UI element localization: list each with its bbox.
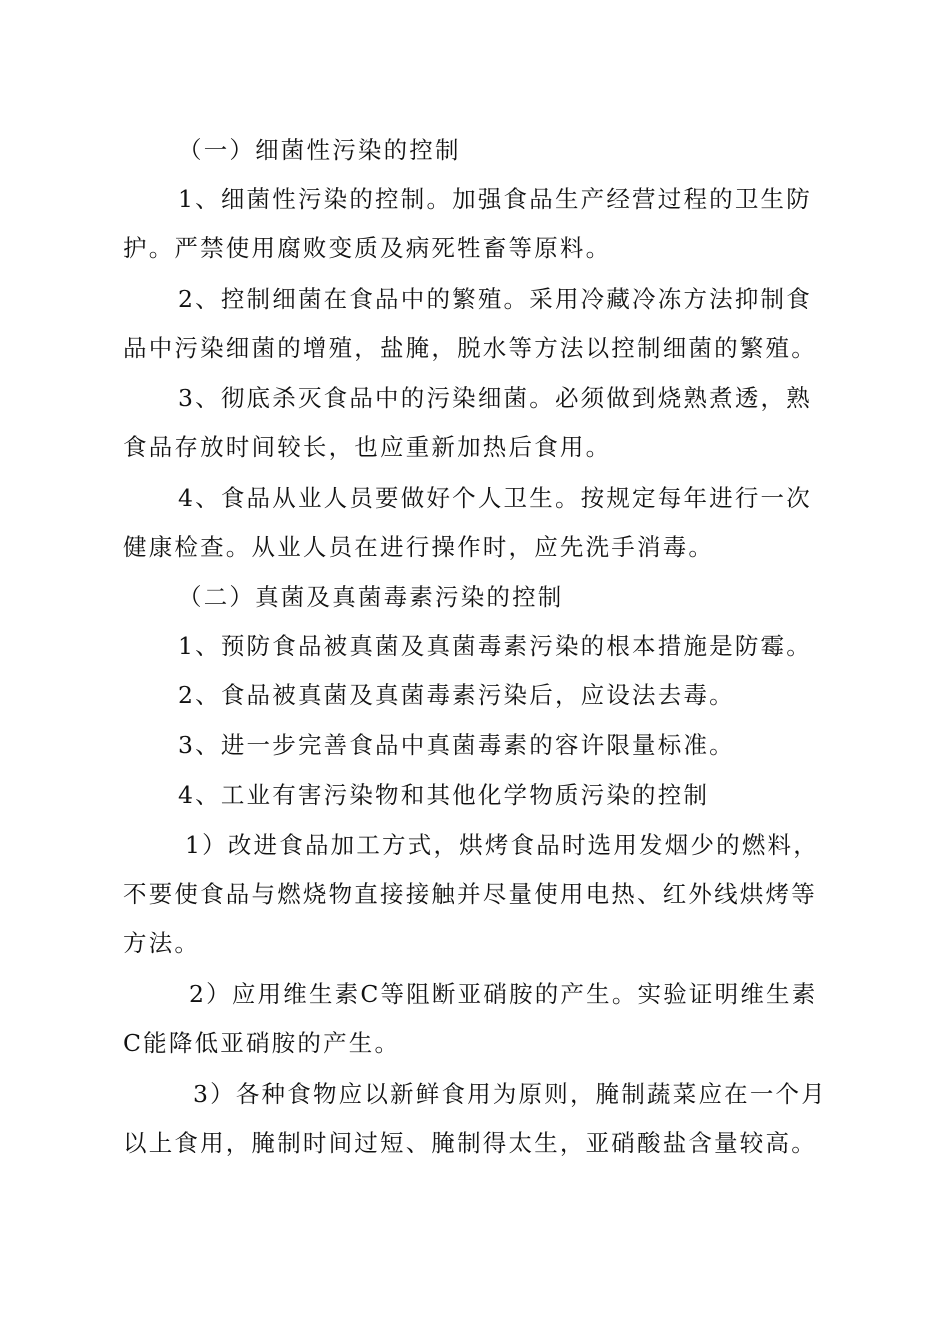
paragraph-chemical-3: 3）各种食物应以新鲜食用为原则，腌制蔬菜应在一个月以上食用，腌制时间过短、腌制得太生，亚硝酸盐含量较高。	[123, 1080, 827, 1157]
paragraph-chemical-1: 1）改进食品加工方式，烘烤食品时选用发烟少的燃料，不要使食品与燃烧物直接接触并尽量使用电热、红外线烘烤等方法。	[123, 831, 819, 957]
paragraph-bacterial-1: 1、细菌性污染的控制。加强食品生产经营过程的卫生防护。严禁使用腐败变质及病死牲畜等原料。	[123, 185, 812, 262]
paragraph-bacterial-3: 3、彻底杀灭食品中的污染细菌。必须做到烧熟煮透，熟食品存放时间较长，也应重新加热后食用。	[123, 384, 812, 461]
section-heading-bacterial: （一）细菌性污染的控制	[178, 136, 461, 164]
paragraph-fungal-2: 2、食品被真菌及真菌毒素污染后，应设法去毒。	[178, 681, 735, 709]
section-heading-fungal: （二）真菌及真菌毒素污染的控制	[178, 583, 564, 611]
paragraph-bacterial-4: 4、食品从业人员要做好个人卫生。按规定每年进行一次健康检查。从业人员在进行操作时，应先洗手消毒。	[123, 484, 812, 561]
paragraph-fungal-3: 3、进一步完善食品中真菌毒素的容许限量标准。	[178, 731, 735, 759]
paragraph-fungal-1: 1、预防食品被真菌及真菌毒素污染的根本措施是防霉。	[178, 632, 812, 660]
paragraph-chemical-heading: 4、工业有害污染物和其他化学物质污染的控制	[178, 781, 710, 809]
paragraph-bacterial-2: 2、控制细菌在食品中的繁殖。采用冷藏冷冻方法抑制食品中污染细菌的增殖，盐腌，脱水等方法以控制细菌的繁殖。	[123, 285, 817, 362]
paragraph-chemical-2: 2）应用维生素C等阻断亚硝胺的产生。实验证明维生素C能降低亚硝胺的产生。	[123, 980, 818, 1057]
